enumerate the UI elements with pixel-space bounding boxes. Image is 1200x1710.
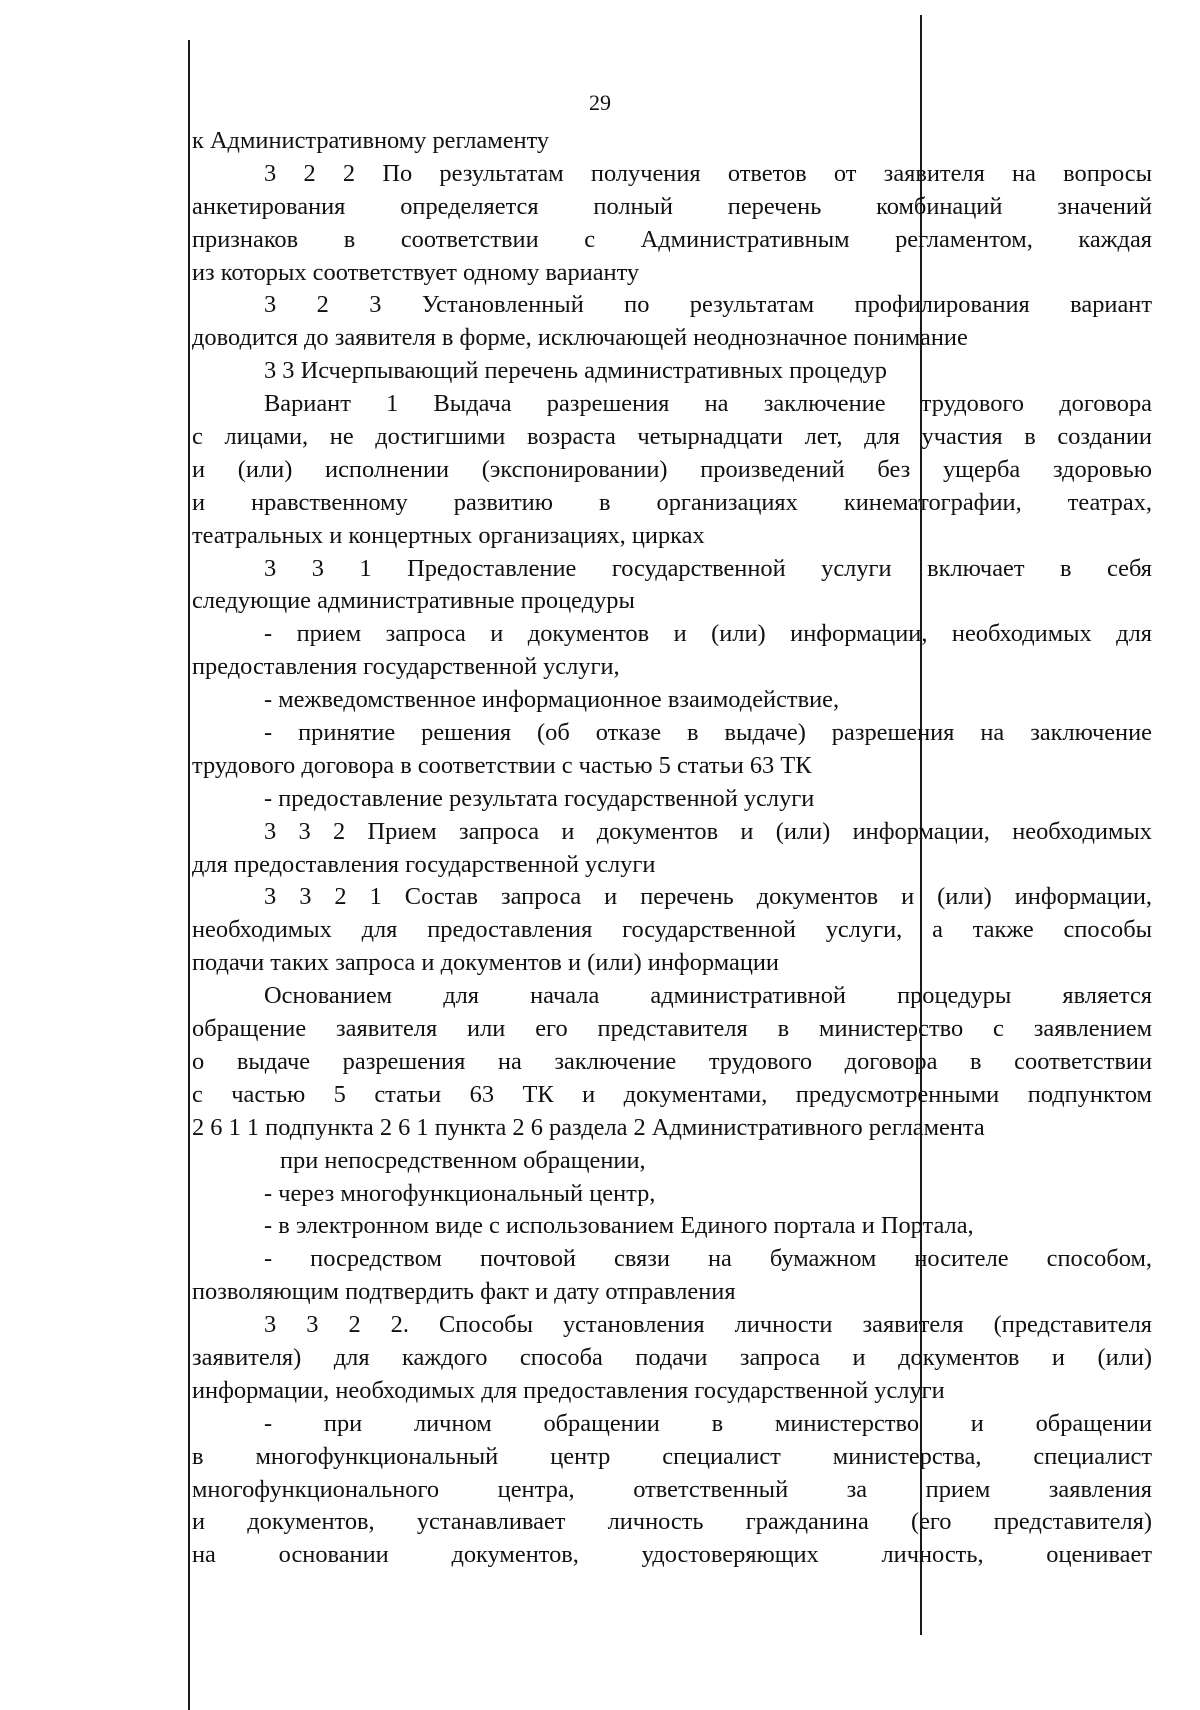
text-line: предоставления государственной услуги, — [192, 653, 620, 681]
text-line: с лицами, не достигшими возраста четырнадцати лет, для участия в создании — [192, 423, 1152, 451]
text-line: - через многофункциональный центр, — [264, 1179, 656, 1207]
text-line: следующие административные процедуры — [192, 587, 635, 615]
text-line: к Административному регламенту — [192, 127, 550, 154]
text-line: подачи таких запроса и документов и (или) информации — [192, 949, 779, 977]
text-line: 2 6 1 1 подпункта 2 6 1 пункта 2 6 раздела 2 Административного регламента — [192, 1113, 985, 1141]
text-line: анкетирования определяется полный перечень комбинаций значений — [192, 192, 1152, 220]
text-line: признаков в соответствии с Административным регламентом, каждая — [192, 225, 1152, 253]
text-line: необходимых для предоставления государственной услуги, а также способы — [192, 916, 1152, 944]
text-line: - в электронном виде с использованием Единого портала и Портала, — [264, 1212, 974, 1240]
scan-line-left — [188, 40, 190, 1710]
text-line: 3 3 2 1 Состав запроса и перечень документов и (или) информации, — [264, 883, 1152, 911]
text-line: из которых соответствует одному варианту — [192, 258, 640, 286]
text-line: 3 3 1 Предоставление государственной услуги включает в себя — [264, 554, 1152, 582]
text-line: Основанием для начала административной процедуры является — [264, 982, 1152, 1010]
text-line: заявителя) для каждого способа подачи запроса и документов и (или) — [192, 1343, 1152, 1371]
text-line: 3 2 3 Установленный по результатам профилирования вариант — [264, 291, 1152, 319]
text-line: и (или) исполнении (экспонировании) произведений без ущерба здоровью — [192, 455, 1152, 483]
text-line: и документов, устанавливает личность гражданина (его представителя) — [192, 1508, 1152, 1536]
text-line: 3 2 2 По результатам получения ответов от заявителя на вопросы — [264, 159, 1152, 187]
text-line: - принятие решения (об отказе в выдаче) разрешения на заключение — [264, 719, 1152, 747]
text-line: 3 3 2 2. Способы установления личности заявителя (представителя — [264, 1311, 1152, 1339]
text-line: с частью 5 статьи 63 ТК и документами, предусмотренными подпунктом — [192, 1080, 1152, 1108]
text-line: Вариант 1 Выдача разрешения на заключение трудового договора — [264, 390, 1152, 418]
text-line: - посредством почтовой связи на бумажном носителе способом, — [264, 1245, 1152, 1273]
text-line: позволяющим подтвердить факт и дату отправления — [192, 1278, 736, 1306]
text-line: при непосредственном обращении, — [280, 1146, 646, 1174]
text-line: и нравственному развитию в организациях кинематографии, театрах, — [192, 488, 1152, 516]
text-line: о выдаче разрешения на заключение трудового договора в соответствии — [192, 1047, 1152, 1075]
text-line: - предоставление результата государственной услуги — [264, 784, 815, 812]
text-line: информации, необходимых для предоставления государственной услуги — [192, 1376, 945, 1404]
text-line: для предоставления государственной услуги — [192, 850, 656, 878]
text-line: театральных и концертных организациях, цирках — [192, 521, 705, 549]
text-line: 3 3 2 Прием запроса и документов и (или) информации, необходимых — [264, 817, 1152, 845]
text-line: - прием запроса и документов и (или) информации, необходимых для — [264, 620, 1152, 648]
text-line: 3 3 Исчерпывающий перечень административных процедур — [264, 357, 887, 385]
text-line: - межведомственное информационное взаимодействие, — [264, 686, 840, 714]
text-line: - при личном обращении в министерство и обращении — [264, 1409, 1152, 1437]
text-line: обращение заявителя или его представителя в министерство с заявлением — [192, 1015, 1152, 1043]
body-text — [192, 125, 1152, 1572]
text-line: многофункционального центра, ответственный за прием заявления — [192, 1475, 1152, 1503]
page-number: 29 — [589, 90, 611, 115]
text-line: на основании документов, удостоверяющих личность, оценивает — [192, 1541, 1152, 1569]
text-line: доводится до заявителя в форме, исключающей неоднозначное понимание — [192, 324, 968, 352]
text-line: трудового договора в соответствии с частью 5 статьи 63 ТК — [192, 751, 812, 779]
text-line: в многофункциональный центр специалист министерства, специалист — [192, 1442, 1152, 1470]
